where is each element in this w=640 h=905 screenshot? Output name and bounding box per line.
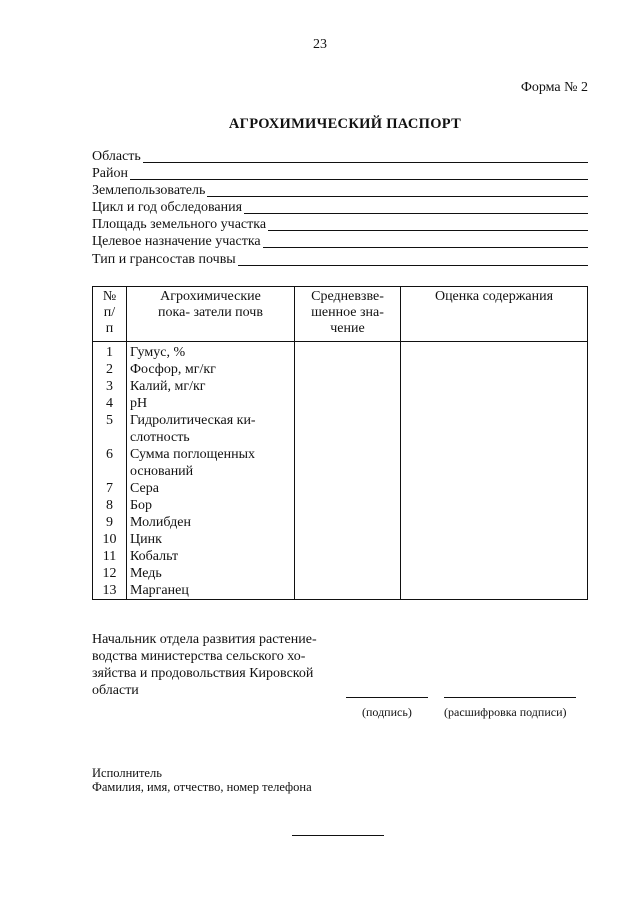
indicator-cell: Калий, мг/кг bbox=[127, 378, 295, 395]
page-number: 23 bbox=[313, 37, 327, 52]
table-row bbox=[93, 412, 588, 429]
fill-line bbox=[244, 213, 588, 214]
table-row bbox=[93, 565, 588, 582]
table-row bbox=[93, 531, 588, 548]
mean-cell bbox=[295, 531, 401, 548]
agrochemical-table bbox=[92, 286, 588, 600]
indicator-cell: Бор bbox=[127, 497, 295, 514]
assessment-cell bbox=[401, 412, 588, 429]
table-row bbox=[93, 497, 588, 514]
mean-cell bbox=[295, 463, 401, 480]
table-row bbox=[93, 446, 588, 463]
mean-cell bbox=[295, 446, 401, 463]
row-number: 9 bbox=[93, 514, 127, 531]
row-number: 2 bbox=[93, 361, 127, 378]
form-label: Форма № 2 bbox=[520, 80, 588, 95]
mean-cell bbox=[295, 565, 401, 582]
header-mean: Средневзве- шенное зна- чение bbox=[295, 287, 401, 342]
assessment-cell bbox=[401, 548, 588, 565]
indicator-cell: Кобальт bbox=[127, 548, 295, 565]
assessment-cell bbox=[401, 480, 588, 497]
header-indicator: Агрохимические пока- затели почв bbox=[127, 287, 295, 342]
field-label: Землепользователь bbox=[92, 183, 206, 198]
table-row bbox=[93, 395, 588, 412]
position-line: водства министерства сельского хо- bbox=[92, 649, 306, 664]
assessment-cell bbox=[401, 378, 588, 395]
mean-cell bbox=[295, 548, 401, 565]
indicator-cell: Фосфор, мг/кг bbox=[127, 361, 295, 378]
table-body bbox=[93, 342, 588, 600]
field-region bbox=[92, 148, 588, 165]
fill-line bbox=[263, 247, 588, 248]
assessment-cell bbox=[401, 361, 588, 378]
signature-decoding-caption: (расшифровка подписи) bbox=[444, 705, 567, 719]
row-number: 7 bbox=[93, 480, 127, 497]
field-plot-area bbox=[92, 216, 588, 233]
bottom-line bbox=[292, 835, 384, 836]
assessment-cell bbox=[401, 429, 588, 446]
row-number: 1 bbox=[93, 342, 127, 362]
indicator-cell: Гумус, % bbox=[127, 342, 295, 362]
fill-line bbox=[238, 265, 588, 266]
row-number: 5 bbox=[93, 412, 127, 429]
assessment-cell bbox=[401, 582, 588, 600]
assessment-cell bbox=[401, 565, 588, 582]
table-header-row bbox=[93, 287, 588, 342]
indicator-cell: Гидролитическая ки- bbox=[127, 412, 295, 429]
mean-cell bbox=[295, 514, 401, 531]
mean-cell bbox=[295, 361, 401, 378]
mean-cell bbox=[295, 342, 401, 362]
row-number: 3 bbox=[93, 378, 127, 395]
fill-line bbox=[207, 196, 588, 197]
signatory-position bbox=[92, 631, 352, 699]
indicator-cell: рН bbox=[127, 395, 295, 412]
field-label: Целевое назначение участка bbox=[92, 234, 261, 249]
field-label: Область bbox=[92, 149, 141, 164]
row-number bbox=[93, 429, 127, 446]
assessment-cell bbox=[401, 446, 588, 463]
mean-cell bbox=[295, 378, 401, 395]
indicator-cell: Сумма поглощенных bbox=[127, 446, 295, 463]
mean-cell bbox=[295, 480, 401, 497]
table-row bbox=[93, 582, 588, 600]
field-label: Площадь земельного участка bbox=[92, 217, 267, 232]
table-row bbox=[93, 514, 588, 531]
assessment-cell bbox=[401, 497, 588, 514]
document-title: АГРОХИМИЧЕСКИЙ ПАСПОРТ bbox=[228, 116, 462, 132]
field-land-user bbox=[92, 182, 588, 199]
field-survey-cycle bbox=[92, 199, 588, 216]
mean-cell bbox=[295, 429, 401, 446]
field-soil-type bbox=[92, 251, 588, 268]
fill-line bbox=[268, 230, 588, 231]
mean-cell bbox=[295, 412, 401, 429]
table-row bbox=[93, 378, 588, 395]
header-assessment: Оценка содержания bbox=[401, 287, 588, 342]
mean-cell bbox=[295, 395, 401, 412]
table-row bbox=[93, 548, 588, 565]
table-row bbox=[93, 429, 588, 446]
row-number: 6 bbox=[93, 446, 127, 463]
indicator-cell: Цинк bbox=[127, 531, 295, 548]
row-number: 13 bbox=[93, 582, 127, 600]
field-district bbox=[92, 165, 588, 182]
indicator-cell: слотность bbox=[127, 429, 295, 446]
indicator-cell: Молибден bbox=[127, 514, 295, 531]
mean-cell bbox=[295, 497, 401, 514]
row-number: 12 bbox=[93, 565, 127, 582]
fill-line bbox=[130, 179, 588, 180]
header-num: № п/п bbox=[93, 287, 127, 342]
assessment-cell bbox=[401, 514, 588, 531]
signature-line bbox=[346, 697, 428, 698]
field-plot-purpose bbox=[92, 233, 588, 250]
row-number: 10 bbox=[93, 531, 127, 548]
field-label: Район bbox=[92, 166, 128, 181]
position-line: зяйства и продовольствия Кировской bbox=[92, 666, 314, 681]
table-row bbox=[93, 342, 588, 362]
mean-cell bbox=[295, 582, 401, 600]
assessment-cell bbox=[401, 342, 588, 362]
position-line: области bbox=[92, 683, 139, 698]
assessment-cell bbox=[401, 531, 588, 548]
row-number: 11 bbox=[93, 548, 127, 565]
table-row bbox=[93, 361, 588, 378]
indicator-cell: оснований bbox=[127, 463, 295, 480]
field-label: Цикл и год обследования bbox=[92, 200, 243, 215]
signature-decoding-line bbox=[444, 697, 576, 698]
fill-line bbox=[143, 162, 588, 163]
row-number: 8 bbox=[93, 497, 127, 514]
row-number bbox=[93, 463, 127, 480]
table-row bbox=[93, 480, 588, 497]
indicator-cell: Сера bbox=[127, 480, 295, 497]
assessment-cell bbox=[401, 395, 588, 412]
field-label: Тип и грансостав почвы bbox=[92, 252, 236, 267]
indicator-cell: Марганец bbox=[127, 582, 295, 600]
executor-label: Исполнитель bbox=[92, 766, 162, 780]
indicator-cell: Медь bbox=[127, 565, 295, 582]
position-line: Начальник отдела развития растение- bbox=[92, 632, 317, 647]
executor-details: Фамилия, имя, отчество, номер телефона bbox=[92, 780, 312, 794]
row-number: 4 bbox=[93, 395, 127, 412]
table-row bbox=[93, 463, 588, 480]
assessment-cell bbox=[401, 463, 588, 480]
signature-caption: (подпись) bbox=[362, 705, 412, 719]
